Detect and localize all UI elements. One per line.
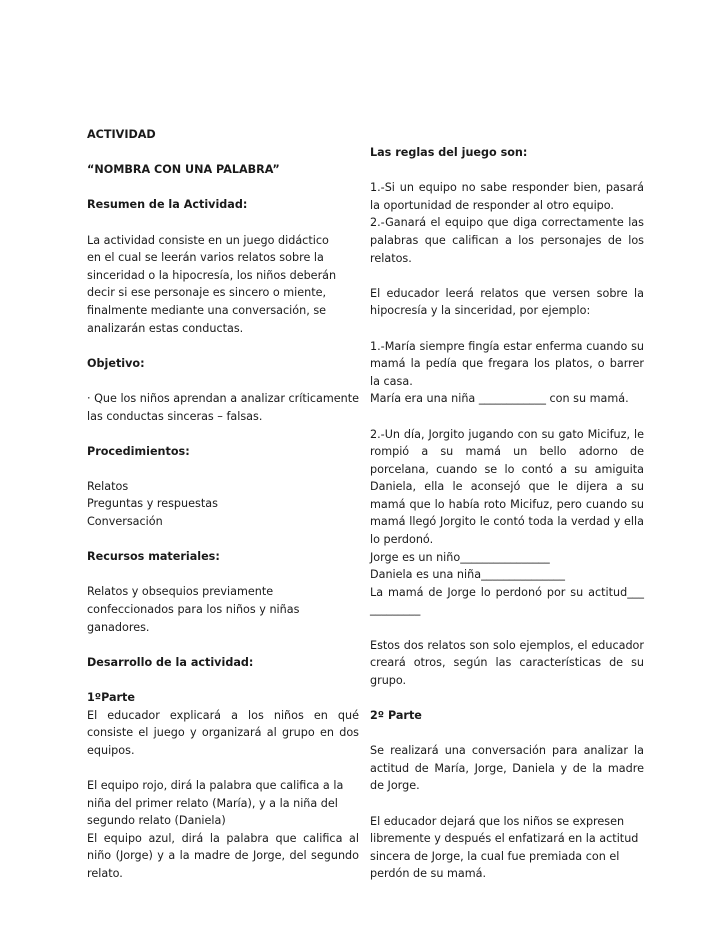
red-team-paragraph [87, 777, 359, 830]
examples-text: Estos dos relatos son solo ejemplos, el educador creará otros, según las características de su grupo. [370, 638, 644, 687]
summary-paragraph [87, 232, 359, 338]
story-2-question-2: Daniela es una niña_______________ [370, 568, 565, 582]
right-column [370, 144, 644, 883]
story-1-question: María era una niña ____________ con su mamá. [370, 392, 629, 406]
summary-line: analizarán estas conductas. [87, 321, 244, 335]
procedure-item: Conversación [87, 515, 163, 529]
story-2-question-1: Jorge es un niño________________ [370, 550, 550, 564]
summary-heading: Resumen de la Actividad: [87, 198, 248, 212]
resources-line: Relatos y obsequios previamente [87, 585, 274, 599]
red-team-line: El equipo rojo, dirá la palabra que califica a la [87, 778, 344, 792]
objective-heading: Objetivo: [87, 356, 145, 370]
resources-paragraph [87, 583, 359, 636]
summary-line: en el cual se leerán varios relatos sobre la [87, 251, 324, 265]
resources-heading: Recursos materiales: [87, 550, 220, 564]
part1-text: El educador explicará a los niños en qué consiste el juego y organizará al grupo en dos equipos. [87, 708, 359, 757]
story-2-question-3: La mamá de Jorge lo perdonó por su actitud___ _________ [370, 585, 644, 617]
educator-text: El educador leerá relatos que versen sobre la hipocresía y la sinceridad, por ejemplo: [370, 286, 644, 318]
resources-line: confeccionados para los niños y niñas [87, 603, 300, 617]
activity-label: ACTIVIDAD [87, 128, 156, 141]
part1-heading: 1ºParte [87, 691, 135, 704]
procedure-item: Preguntas y respuestas [87, 497, 218, 511]
objective-text: · Que los niños aprendan a analizar críticamente las conductas sinceras – falsas. [87, 391, 360, 423]
red-team-line: niña del primer relato (María), y a la niña del [87, 796, 338, 810]
rules-heading: Las reglas del juego son: [370, 146, 528, 159]
summary-line: finalmente mediante una conversación, se [87, 303, 327, 317]
procedures-list [87, 478, 359, 531]
resources-line: ganadores. [87, 620, 150, 634]
closing-line: sincera de Jorge, la cual fue premiada con el [370, 849, 620, 863]
summary-line: decir si ese personaje es sincero o miente, [87, 286, 327, 300]
closing-paragraph [370, 813, 644, 883]
red-team-line: segundo relato (Daniela) [87, 814, 226, 828]
part2-text: Se realizará una conversación para analizar la actitud de María, Jorge, Daniela y de la madre de Jorge. [370, 744, 644, 793]
story-2: 2.-Un día, Jorgito jugando con su gato Micifuz, le rompió a su mamá un bello adorno de porcelana, cuando se lo contó a su amiguita Daniela, ella le aconsejó que le dijera a su mamá que lo había roto Micifuz, pero cuando su mamá llegó Jorgito le contó toda la verdad y ella lo perdonó. [370, 427, 644, 547]
closing-line: El educador dejará que los niños se expresen [370, 814, 625, 828]
summary-line: sinceridad o la hipocresía, los niños deberán [87, 268, 337, 282]
development-heading: Desarrollo de la actividad: [87, 655, 254, 669]
story-1: 1.-María siempre fingía estar enferma cuando su mamá la pedía que fregara los platos, o barrer la casa. [370, 339, 644, 388]
left-column [87, 126, 359, 883]
closing-line: perdón de su mamá. [370, 867, 487, 881]
closing-line: libremente y después el enfatizará en la actitud [370, 832, 639, 846]
part2-heading: 2º Parte [370, 709, 422, 722]
summary-line: La actividad consiste en un juego didáctico [87, 233, 329, 247]
rule-2: 2.-Ganará el equipo que diga correctamente las palabras que califican a los personajes de los relatos. [370, 216, 644, 265]
procedures-heading: Procedimientos: [87, 444, 190, 458]
activity-title: “NOMBRA CON UNA PALABRA” [87, 163, 280, 177]
procedure-item: Relatos [87, 479, 129, 493]
blue-team-text: El equipo azul, dirá la palabra que califica al niño (Jorge) y a la madre de Jorge, del segundo relato. [87, 831, 359, 880]
rule-1: 1.-Si un equipo no sabe responder bien, pasará la oportunidad de responder al otro equipo. [370, 181, 644, 212]
